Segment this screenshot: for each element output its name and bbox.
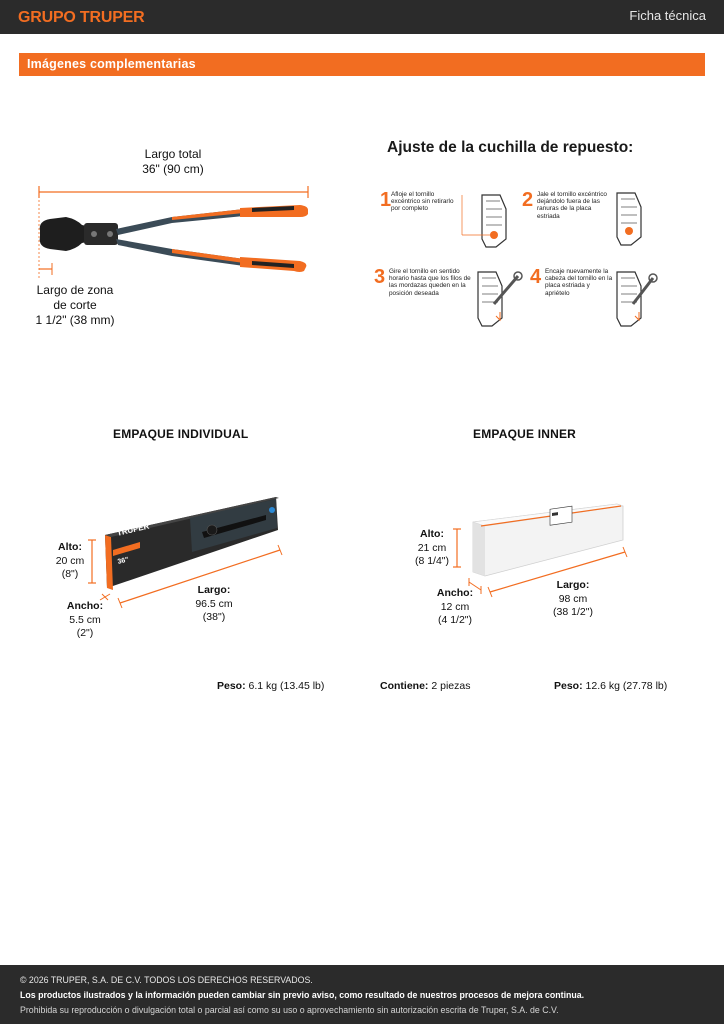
inner-ancho-label: Ancho: <box>436 587 474 599</box>
individual-ancho-value: 5.5 cm <box>69 613 101 626</box>
inner-largo <box>546 579 600 620</box>
step-4-text: Encaje nuevamente la cabeza del tornillo en la placa estriada y apriételo <box>545 268 613 297</box>
individual-ancho <box>61 600 109 641</box>
blade-adjust-title: Ajuste de la cuchilla de repuesto: <box>387 139 634 156</box>
individual-alto-label: Alto: <box>58 541 82 553</box>
individual-largo <box>188 584 240 625</box>
individual-largo-label: Largo: <box>197 584 231 596</box>
step-3-number: 3 <box>374 266 386 288</box>
document-type: Ficha técnica <box>629 8 706 23</box>
individual-largo-in: (38") <box>202 611 226 623</box>
cut-zone-label-2: de corte <box>53 298 97 312</box>
step-4-number: 4 <box>530 266 542 288</box>
total-length-label: Largo total <box>144 147 202 161</box>
inner-contents-value: 2 piezas <box>431 680 471 692</box>
blade-step-2-image <box>613 189 645 249</box>
cut-zone-label-1: Largo de zona <box>36 283 114 297</box>
step-2-number: 2 <box>522 189 534 211</box>
cut-zone-value: 1 1/2" (38 mm) <box>35 313 115 327</box>
blade-step-3-image <box>474 268 522 332</box>
individual-largo-value: 96.5 cm <box>195 597 233 610</box>
step-3-text: Gire el tornillo en sentido horario hasta que los filos de las mordazas queden en la posición deseada <box>389 268 471 297</box>
individual-ancho-label: Ancho: <box>66 600 104 612</box>
individual-ancho-in: (2") <box>76 627 94 639</box>
inner-largo-label: Largo: <box>556 579 590 591</box>
inner-alto-label: Alto: <box>420 528 444 540</box>
individual-weight-label: Peso: <box>217 680 246 692</box>
step-1-number: 1 <box>380 189 392 211</box>
inner-weight <box>554 680 667 692</box>
inner-contents-label: Contiene: <box>380 680 429 692</box>
page-header <box>0 0 724 34</box>
section-title: Imágenes complementarias <box>27 57 196 71</box>
inner-contents <box>380 680 470 692</box>
blade-step-4-image <box>613 268 661 332</box>
inner-weight-value: 12.6 kg (27.78 lb) <box>585 680 668 692</box>
individual-weight-value: 6.1 kg (13.45 lb) <box>248 680 325 692</box>
inner-weight-label: Peso: <box>554 680 583 692</box>
page-footer <box>0 965 724 1024</box>
inner-alto-value: 21 cm <box>417 541 447 554</box>
footer-legal: Prohibida su reproducción o divulgación total o parcial así como su uso o aprovechamiento sin autorización escrita de Truper, S.A. de C.V. <box>20 1005 559 1015</box>
total-length-value: 36" (90 cm) <box>142 162 204 176</box>
inner-package-heading: EMPAQUE INNER <box>473 427 577 441</box>
individual-alto <box>46 541 94 582</box>
individual-package-heading: EMPAQUE INDIVIDUAL <box>113 427 249 441</box>
blade-step-1-image <box>478 191 510 251</box>
step-1-text: Afloje el tornillo excéntrico sin retirarlo por completo <box>391 191 454 213</box>
inner-ancho-in: (4 1/2") <box>437 614 473 626</box>
individual-alto-value: 20 cm <box>55 554 85 567</box>
bolt-cutter-image <box>32 183 322 293</box>
brand-logo: GRUPO TRUPER <box>18 9 145 26</box>
footer-copyright: © 2026 TRUPER, S.A. DE C.V. TODOS LOS DERECHOS RESERVADOS. <box>20 975 313 985</box>
inner-largo-value: 98 cm <box>558 592 588 605</box>
inner-ancho <box>430 587 480 628</box>
individual-box-brand: TRUPER <box>116 521 151 538</box>
footer-notice: Los productos ilustrados y la información pueden cambiar sin previo aviso, como resultado de nuestros procesos de mejora continua. <box>20 990 585 1000</box>
individual-box-size: 36" <box>117 556 130 566</box>
individual-weight <box>217 680 324 692</box>
step-2-text: Jale el tornillo excéntrico dejándolo fuera de las ranuras de la placa estriada <box>537 191 607 220</box>
inner-alto <box>412 528 452 569</box>
inner-ancho-value: 12 cm <box>440 600 470 613</box>
individual-alto-in: (8") <box>61 568 79 580</box>
inner-alto-in: (8 1/4") <box>414 555 450 567</box>
inner-largo-in: (38 1/2") <box>553 606 593 618</box>
section-bar <box>19 53 705 76</box>
